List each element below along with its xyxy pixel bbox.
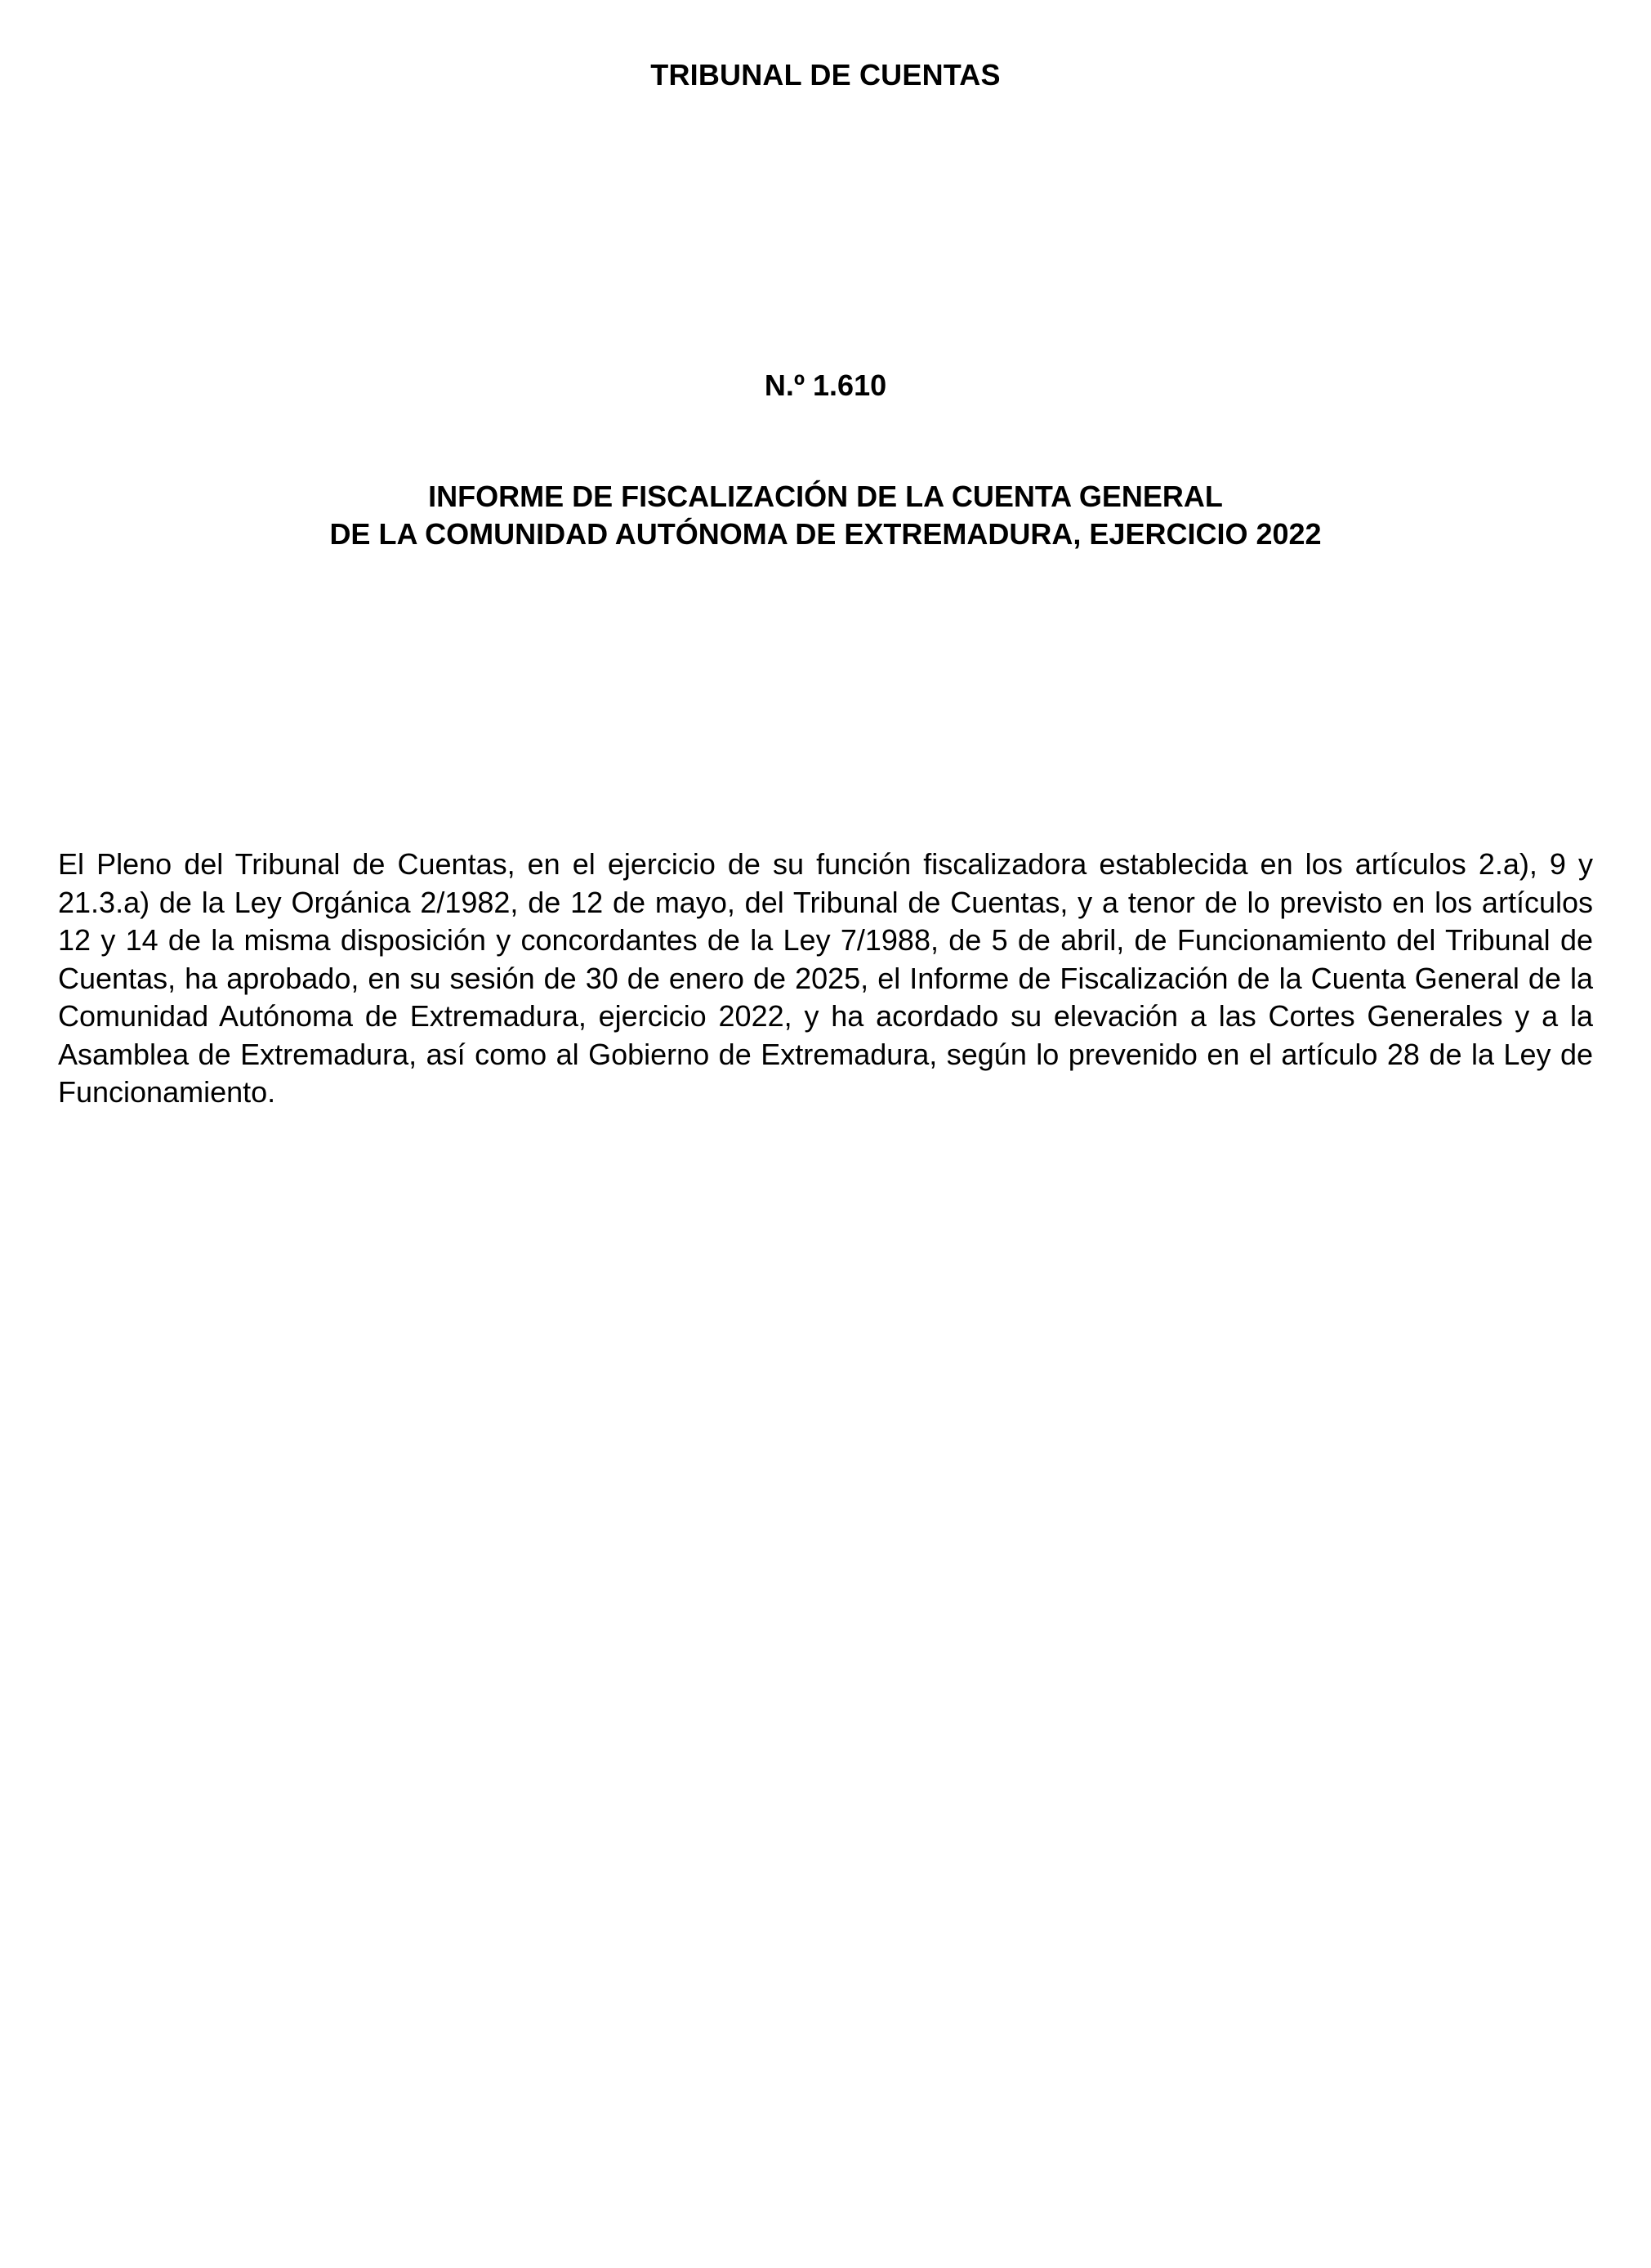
report-number: N.º 1.610: [764, 368, 887, 402]
body-paragraph: El Pleno del Tribunal de Cuentas, en el ejercicio de su función fiscalizadora establecida en los artículos 2.a), 9 y 21.3.a) de la Ley Orgánica 2/1982, de 12 de mayo, del Tribunal de Cuentas, y a tenor de lo previsto en los artículos 12 y 14 de la misma disposición y concordantes de la Ley 7/1988, de 5 de abril, de Funcionamiento del Tribunal de Cuentas, ha aprobado, en su sesión de 30 de enero de 2025, el Informe de Fiscalización de la Cuenta General de la Comunidad Autónoma de Extremadura, ejercicio 2022, y ha acordado su elevación a las Cortes Generales y a la Asamblea de Extremadura, así como al Gobierno de Extremadura, según lo prevenido en el artículo 28 de la Ley de Funcionamiento.: [58, 847, 1593, 1109]
institution-header: TRIBUNAL DE CUENTAS: [650, 58, 1001, 92]
report-title-line-2: DE LA COMUNIDAD AUTÓNOMA DE EXTREMADURA, EJERCICIO 2022: [329, 517, 1322, 551]
report-title-line-1: INFORME DE FISCALIZACIÓN DE LA CUENTA GENERAL: [428, 480, 1223, 513]
report-title: [0, 478, 1651, 553]
